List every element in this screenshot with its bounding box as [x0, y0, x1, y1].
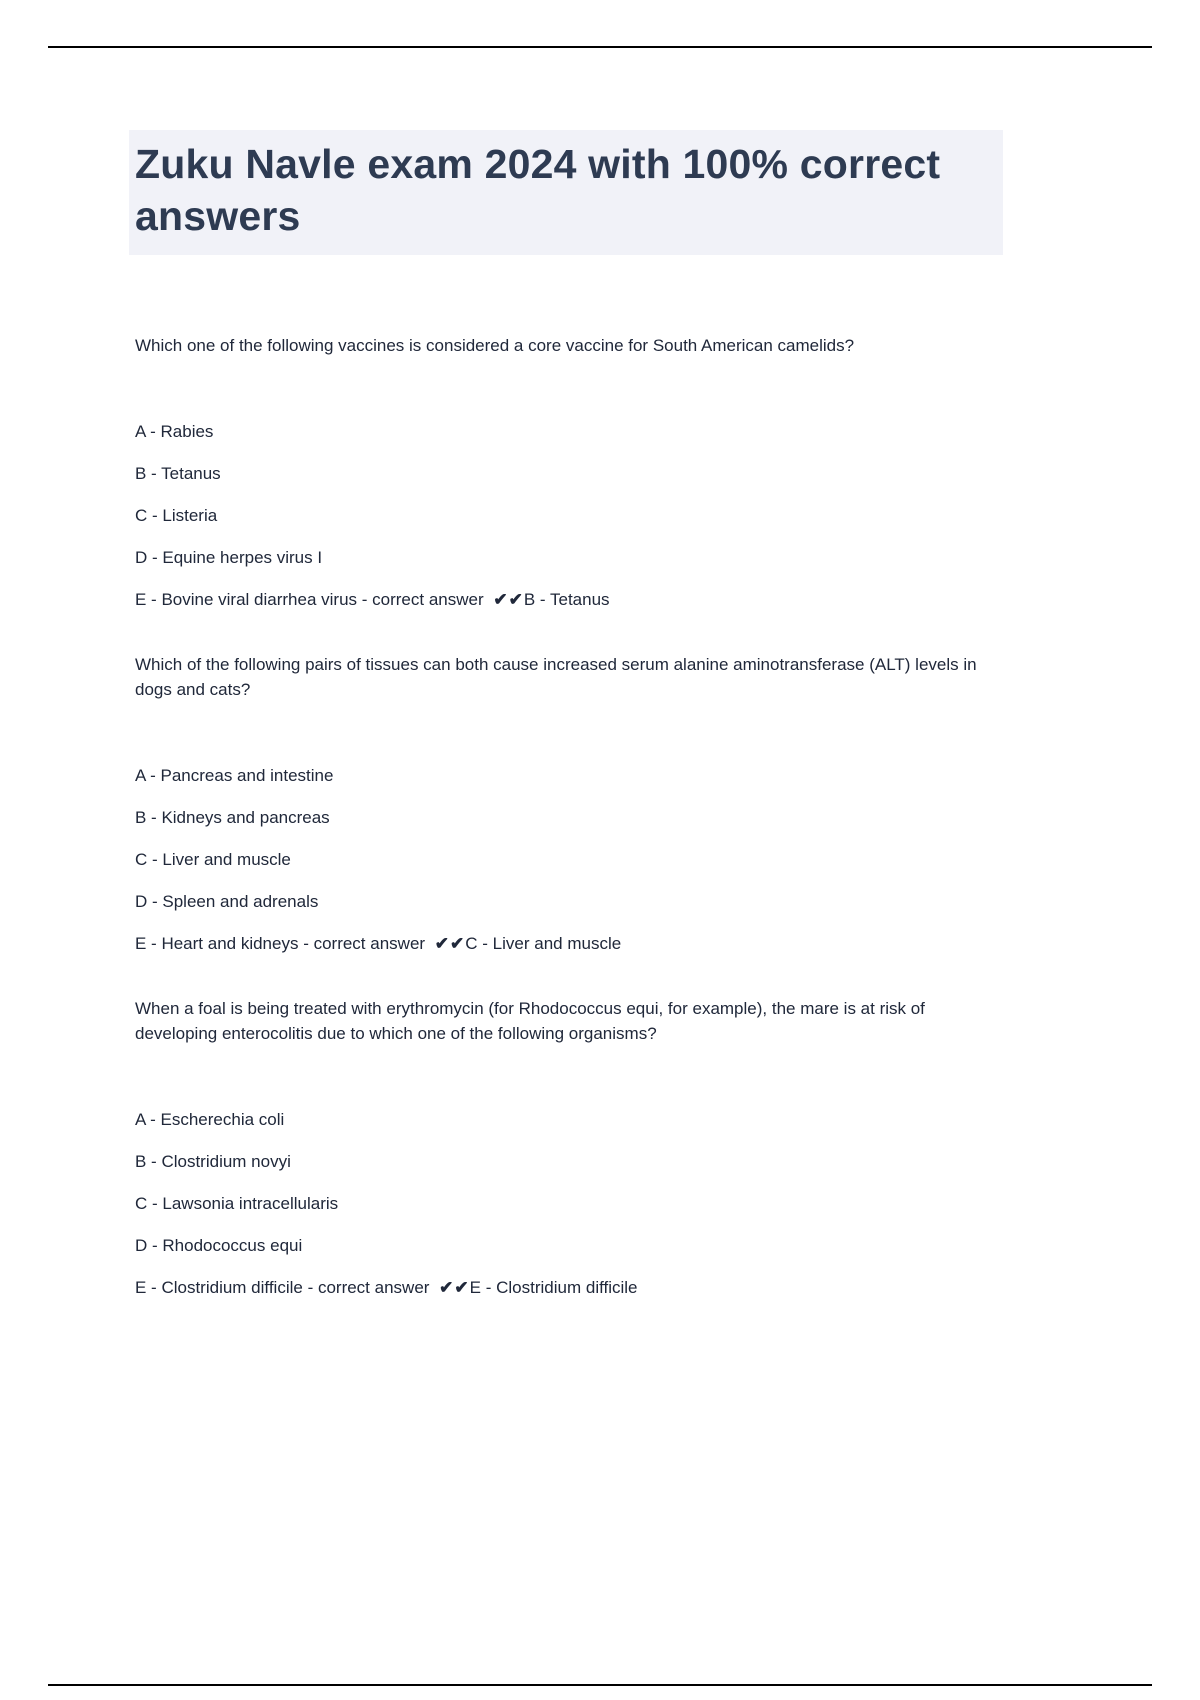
check-icon: ✔✔: [434, 933, 466, 953]
question-text: When a foal is being treated with erythromycin (for Rhodococcus equi, for example), the mare is at risk of developing enterocolitis due to which one of the following organisms?: [135, 998, 925, 1043]
check-icon: ✔✔: [439, 1277, 470, 1297]
question-block-1: [135, 333, 1003, 612]
option-c: C - Listeria: [135, 505, 218, 525]
option-text: E - Bovine viral diarrhea virus - correct answer: [135, 589, 484, 609]
option-b: B - Clostridium novyi: [135, 1151, 291, 1171]
bottom-rule: [48, 1684, 1152, 1686]
option-d: D - Spleen and adrenals: [135, 891, 319, 911]
correct-answer: B - Tetanus: [523, 589, 610, 609]
option-b: B - Kidneys and pancreas: [135, 807, 330, 827]
question-text: Which one of the following vaccines is considered a core vaccine for South American camelids?: [135, 335, 855, 355]
option-a: A - Pancreas and intestine: [135, 765, 334, 785]
option-a: A - Escherechia coli: [135, 1109, 285, 1129]
question-block-3: [135, 996, 1003, 1300]
document-content: [135, 130, 1003, 1340]
top-rule: [48, 46, 1152, 48]
option-e-with-answer: [135, 931, 1003, 956]
question-block-2: [135, 652, 1003, 956]
option-a: A - Rabies: [135, 421, 214, 441]
option-d: D - Equine herpes virus I: [135, 547, 323, 567]
option-text: E - Clostridium difficile - correct answer: [135, 1277, 430, 1297]
option-c: C - Lawsonia intracellularis: [135, 1193, 339, 1213]
correct-answer: E - Clostridium difficile: [469, 1277, 638, 1297]
option-text: E - Heart and kidneys - correct answer: [135, 933, 426, 953]
option-e-with-answer: [135, 1275, 1003, 1300]
option-b: B - Tetanus: [135, 463, 221, 483]
option-d: D - Rhodococcus equi: [135, 1235, 303, 1255]
option-c: C - Liver and muscle: [135, 849, 291, 869]
question-text: Which of the following pairs of tissues can both cause increased serum alanine aminotransferase (ALT) levels in dogs and cats?: [135, 654, 977, 699]
check-icon: ✔✔: [493, 589, 524, 609]
page-title: Zuku Navle exam 2024 with 100% correct answers: [129, 130, 1003, 255]
option-e-with-answer: [135, 587, 1003, 612]
correct-answer: C - Liver and muscle: [465, 933, 622, 953]
